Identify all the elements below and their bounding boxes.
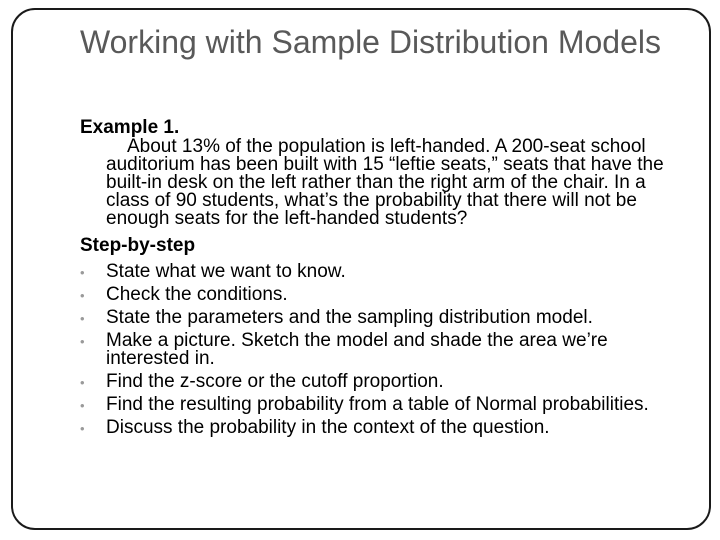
bullet-icon: • [80, 265, 85, 280]
slide-body [80, 116, 680, 437]
example-text: About 13% of the population is left-handed. A 200-seat school auditorium has been built with 15 “leftie seats,” seats that have the built-in desk on the left rather than the right arm of the chair. In a class of 90 students, what’s the probability that there will not be enough seats for the left-handed students? [106, 136, 664, 229]
bullet-icon: • [80, 375, 85, 390]
bullet-icon: • [80, 398, 85, 413]
slide-title: Working with Sample Distribution Models [80, 24, 661, 60]
step-item [80, 286, 680, 304]
step-item [80, 373, 680, 391]
step-item [80, 332, 680, 368]
step-text: State the parameters and the sampling distribution model. [106, 307, 593, 328]
step-item [80, 396, 680, 414]
step-text: Make a picture. Sketch the model and shade the area we’re interested in. [106, 330, 608, 369]
example-heading: Example 1. [80, 117, 180, 138]
step-item [80, 309, 680, 327]
step-text: State what we want to know. [106, 261, 346, 282]
step-item [80, 419, 680, 437]
bullet-icon: • [80, 311, 85, 326]
bullet-icon: • [80, 334, 85, 349]
steps-list [80, 263, 680, 437]
steps-heading: Step-by-step [80, 235, 196, 256]
step-text: Find the resulting probability from a table of Normal probabilities. [106, 394, 649, 415]
bullet-icon: • [80, 288, 85, 303]
step-text: Find the z-score or the cutoff proportion. [106, 371, 444, 392]
step-text: Check the conditions. [106, 284, 288, 305]
step-item [80, 263, 680, 281]
bullet-icon: • [80, 421, 85, 436]
step-text: Discuss the probability in the context of the question. [106, 417, 550, 438]
